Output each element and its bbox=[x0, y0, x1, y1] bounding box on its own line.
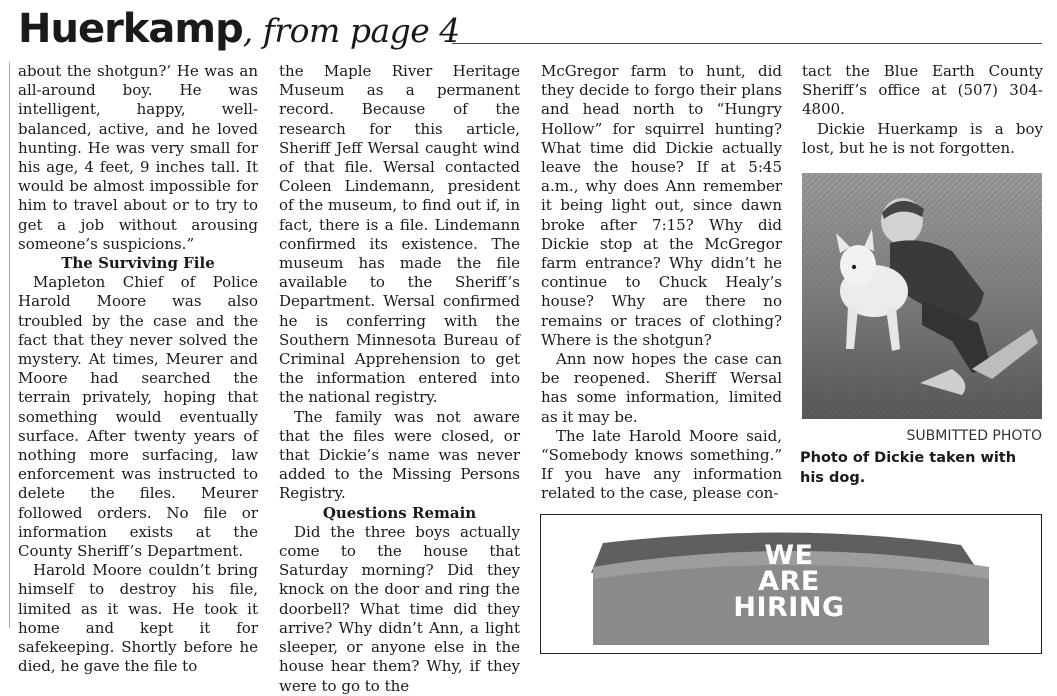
article-paragraph: Did the three boys actually come to the house that Saturday morning? Did they knock on the door and ring the doorbell? What time did they arrive? Why didn’t Ann, a light sleeper, or anyone else in the house hear them? Why, if they were to go to the bbox=[279, 522, 520, 695]
headline bbox=[18, 4, 460, 54]
hiring-line-2: ARE bbox=[758, 566, 820, 597]
article-paragraph: the Maple River Heritage Museum as a permanent record. Because of the research for this article, Sheriff Jeff Wersal caught wind of that file. Wersal contacted Coleen Lindemann, president of the museum, to find out if, in fact, there is a file. Lindemann confirmed its existence. The museum has made the file available to the Sheriff’s Department. Wersal confirmed he is conferring with the Southern Minnesota Bureau of Criminal Apprehension to get the information entered into the national registry. bbox=[279, 62, 520, 407]
page-edge-rule bbox=[9, 62, 10, 628]
photo-illustration bbox=[802, 173, 1042, 419]
article-paragraph: Mapleton Chief of Police Harold Moore was also troubled by the case and the fact that they never solved the mystery. At times, Meurer and Moore had searched the terrain privately, hoping that something would eventually surface. After twenty years of nothing more surfacing, law enforcement was instructed to delete the files. Meurer followed orders. No file or information exists at the County Sheriff’s Department. bbox=[18, 273, 258, 561]
section-subhead: The Surviving File bbox=[61, 254, 215, 273]
photo-caption: Photo of Dickie taken with his dog. bbox=[800, 450, 1017, 486]
article-paragraph: Harold Moore couldn’t bring himself to destroy his file, limited as it was. He took it home and kept it for safekeeping. Shortly before he died, he gave the file to bbox=[18, 561, 258, 676]
we-are-hiring-ad bbox=[540, 514, 1042, 654]
photo-credit: SUBMITTED PHOTO bbox=[906, 428, 1042, 444]
headline-continuation: , from page 4 bbox=[242, 11, 460, 50]
article-paragraph: The family was not aware that the files were closed, or that Dickie’s name was never added to the Missing Persons Registry. bbox=[279, 407, 520, 503]
hiring-text bbox=[719, 540, 859, 623]
headline-name: Huerkamp bbox=[18, 6, 243, 52]
article-paragraph: McGregor farm to hunt, did they decide to forgo their plans and head north to “Hungry Hollow” for squirrel hunting? What time did Dickie actually leave the house? If at 5:45 a.m., why does Ann remember it being light out, since dawn broke after 7:15? Why did Dickie stop at the McGregor farm entrance? Why didn’t he continue to Chuck Healy’s house? Why are there no remains or traces of clothing? Where is the shotgun? bbox=[541, 62, 782, 349]
article-column-4 bbox=[802, 62, 1043, 158]
article-paragraph: Dickie Huerkamp is a boy lost, but he is not forgotten. bbox=[802, 119, 1043, 157]
section-subhead: Questions Remain bbox=[322, 503, 477, 522]
hiring-line-3: HIRING bbox=[733, 592, 845, 623]
article-paragraph: Ann now hopes the case can be reopened. Sheriff Wersal has some information, limited as it may be. bbox=[541, 350, 782, 426]
article-column-2 bbox=[279, 62, 520, 696]
dickie-and-dog-photo bbox=[802, 173, 1042, 419]
headline-rule bbox=[452, 43, 1042, 44]
article-column-3 bbox=[541, 62, 782, 504]
article-paragraph: about the shotgun?’ He was an all-around boy. He was intelligent, happy, well-balanced, active, and he loved hunting. He was very small for his age, 4 feet, 9 inches tall. It would be almost impossible for him to travel about or to try to get a job without arousing someone’s suspicions.” bbox=[18, 62, 258, 253]
article-column-1 bbox=[18, 62, 258, 677]
hiring-line-1: WE bbox=[764, 540, 814, 571]
article-paragraph: tact the Blue Earth County Sheriff’s office at (507) 304-4800. bbox=[802, 62, 1043, 119]
article-paragraph: The late Harold Moore said, “Somebody knows something.” If you have any information related to the case, please con- bbox=[541, 426, 782, 503]
